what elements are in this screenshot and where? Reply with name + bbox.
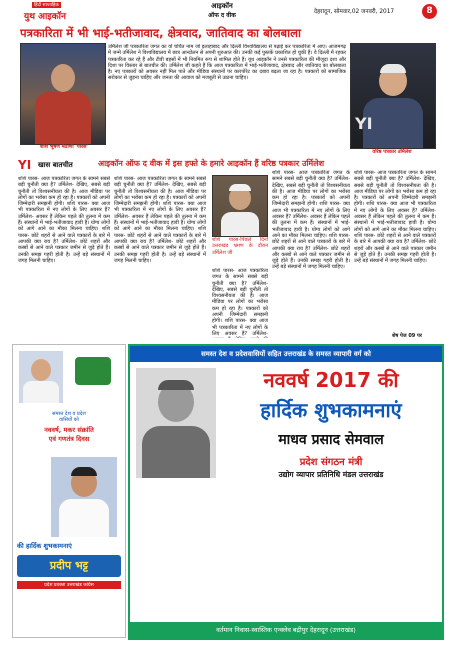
interview-body-col3: शशि पारस- आज पत्रकारिता जगत के सामने सबसे बड़ी चुनौती क्या है? उर्मिलेश- देखिए, सबसे बड़ी चुनौती तो विश्वसनीयता की है। आज मीडिया पर लोगों का भरोसा कम हो रहा है। पत्रकारों को अपनी जिम्मेदारी समझनी होगी। शशि पारस- क्या आज भी पत्रकारिता में नए लोगों के लिए अवसर हैं? उर्मिलेश-	[212, 268, 268, 337]
ad-left-politician-photo	[19, 351, 63, 403]
politician-head	[31, 359, 51, 381]
ad-left-logo	[75, 357, 111, 385]
photo-reporter	[20, 43, 106, 145]
ad-right-designation2: उद्योग व्यापार प्रतिनिधि मंडल उत्तराखंड	[278, 470, 384, 479]
ad-right-title1: नववर्ष 2017 की	[263, 368, 399, 392]
ad-right-designation1: प्रदेश संगठन मंत्री	[299, 457, 363, 468]
photo1-caption: शशि भूषण मैठाणी 'पारस'	[39, 144, 89, 150]
urmilesh-hair	[380, 64, 406, 73]
page-number	[422, 4, 437, 19]
ad-left-greeting1: नववर्ष, मकर संक्रांति	[44, 426, 94, 434]
ad-right	[128, 344, 444, 640]
headline-2: आइकॉन ऑफ द वीक में इस हफ्ते के हमारे आइकॉन हैं वरिष्ठ पत्रकार उर्मिलेश	[98, 159, 325, 168]
ad-left	[12, 344, 126, 638]
left-title: युथ आइकॉन	[24, 12, 66, 22]
masthead	[0, 0, 453, 24]
urmilesh2-hair	[229, 184, 251, 191]
continued-note: शेष पेज 09 पर	[392, 333, 422, 339]
photo-urmilesh	[350, 43, 436, 149]
trader-hair	[158, 380, 194, 390]
ad-left-name-banner	[17, 555, 121, 577]
politician-body	[23, 381, 59, 403]
masthead-left-logo	[24, 2, 72, 22]
ad-left-line1: समस्त देश व प्रदेश	[52, 411, 86, 417]
ad-right-photo	[136, 368, 216, 478]
trader-body	[142, 426, 210, 478]
photo-urmilesh-2	[212, 175, 268, 237]
candidate-hair	[71, 467, 97, 476]
ad-right-title2: हार्दिक शुभकामनाएं	[260, 398, 402, 422]
masthead-center	[182, 2, 262, 19]
reporter-shirt	[35, 92, 91, 144]
photo3-caption: शशि पारस-पिछले दिनों उत्तराखंड भ्रमण के दौरान उर्मिलेश जी	[212, 237, 268, 256]
yi-badge: YI	[18, 158, 32, 172]
interview-body-col1: शशि पारस- आज पत्रकारिता जगत के सामने सबसे बड़ी चुनौती क्या है? उर्मिलेश- देखिए, सबसे बड़ी चुनौती तो विश्वसनीयता की है। आज मीडिया पर लोगों का भरोसा कम हो रहा है। पत्रकारों को अपनी जिम्मेदारी समझनी होगी। शशि पारस- क्या आज भी पत्रकारिता में नए लोगों के लिए अवसर हैं? उर्मिलेश- अवसर हैं लेकिन पहले की तुलना में कम हैं। संस्थानों में भाई-भतीजावाद हावी है। योग्य लोगों को आगे आने का मौका मिलना चाहिए। शशि पारस- छोटे शहरों से आने वाले पत्रकारों के बारे में आपकी क्या राय है? उर्मिलेश- छोटे शहरों और कस्बों से आने वाले पत्रकार जमीन से जुड़े होते हैं। उनकी समझ गहरी होती है। उन्हें बड़े संस्थानों में जगह मिलनी चाहिए।	[18, 176, 110, 264]
article1-body: उर्मिलेश जी पत्रकारिता जगत का वो चर्चित नाम जो इलाहाबाद और दिल्ली विश्वविद्यालय से पढ़ाई कर पत्रकारिता में आए। आजमगढ़ में जन्मे उर्मिलेश ने विश्वविद्यालय में छात्र आन्दोलन से अपनी शुरुआत की। उनकी कई पुस्तकें प्रकाशित हो चुकी हैं। वे दिल्ली में रहकर पत्रकारिता कर रहे हैं और टीवी बहसों में भी नियमित रूप से शामिल होते हैं। यूथ आइकॉन ने उनसे पत्रकारिता की मौजूदा दशा और दिशा पर विस्तार से बातचीत की। उर्मिलेश जी कहते हैं कि आज पत्रकारिता में भाई-भतीजावाद, क्षेत्रवाद और जातिवाद का बोलबाला है। नए पत्रकारों को अवसर नहीं मिल पाते और मीडिया संस्थानों पर कारपोरेट का दबाव बढ़ता जा रहा है। पत्रकारों को सामाजिक सरोकार से जुड़ना चाहिए और जनता की आवाज को मजबूती से उठाना चाहिए।	[108, 44, 346, 82]
ad-left-candidate-photo	[51, 457, 117, 537]
ad-left-greeting2: एवं गणतंत्र दिवस	[48, 435, 90, 443]
masthead-date: देहरादून, सोमवार,02 जनवरी, 2017	[314, 9, 395, 15]
urmilesh2-shirt	[221, 212, 259, 236]
photo2-caption: वरिष्ठ पत्रकार उर्मिलेश	[372, 149, 412, 155]
interview-badge	[18, 158, 110, 172]
headline-1: पत्रकारिता में भी भाई-भतीजावाद, क्षेत्रवाद, जातिवाद का बोलबाला	[20, 26, 302, 40]
ad-left-line2: वासियों को	[59, 417, 79, 423]
ad-left-greeting3: की हार्दिक शुभकामनाएं	[17, 542, 72, 550]
ad-right-banner: समस्त देश व प्रदेशवासियों सहित उत्तराखंड के समस्त व्यापारी वर्ग को	[130, 346, 442, 362]
center-line2: ऑफ द वीक	[208, 12, 236, 19]
ad-left-name: प्रदीप भट्ट	[49, 559, 89, 572]
left-tag: हिंदी साप्ताहिक	[34, 3, 59, 8]
interview-label: खास बातचीत	[38, 161, 73, 169]
interview-body-col5: शशि पारस- आज पत्रकारिता जगत के सामने सबसे बड़ी चुनौती क्या है? उर्मिलेश- देखिए, सबसे बड़ी चुनौती तो विश्वसनीयता की है। आज मीडिया पर लोगों का भरोसा कम हो रहा है। पत्रकारों को अपनी जिम्मेदारी समझनी होगी। शशि पारस- क्या आज भी पत्रकारिता में नए लोगों के लिए अवसर हैं? उर्मिलेश- अवसर हैं लेकिन पहले की तुलना में कम हैं। संस्थानों में भाई-भतीजावाद हावी है। योग्य लोगों को आगे आने का मौका मिलना चाहिए। शशि पारस- छोटे शहरों से आने वाले पत्रकारों के बारे में आपकी क्या राय है? उर्मिलेश- छोटे शहरों और कस्बों से आने वाले पत्रकार जमीन से जुड़े होते हैं। उनकी समझ गहरी होती है। उन्हें बड़े संस्थानों में जगह मिलनी चाहिए।	[354, 170, 436, 265]
ad-left-greet-block	[19, 411, 119, 443]
candidate-shirt	[59, 499, 109, 537]
center-line1: आइकॉन	[211, 2, 233, 10]
interview-body-col4: शशि पारस- आज पत्रकारिता जगत के सामने सबसे बड़ी चुनौती क्या है? उर्मिलेश- देखिए, सबसे बड़ी चुनौती तो विश्वसनीयता की है। आज मीडिया पर लोगों का भरोसा कम हो रहा है। पत्रकारों को अपनी जिम्मेदारी समझनी होगी। शशि पारस- क्या आज भी पत्रकारिता में नए लोगों के लिए अवसर हैं? उर्मिलेश- अवसर हैं लेकिन पहले की तुलना में कम हैं। संस्थानों में भाई-भतीजावाद हावी है। योग्य लोगों को आगे आने का मौका मिलना चाहिए। शशि पारस- छोटे शहरों से आने वाले पत्रकारों के बारे में आपकी क्या राय है? उर्मिलेश- छोटे शहरों और कस्बों से आने वाले पत्रकार जमीन से जुड़े होते हैं। उनकी समझ गहरी होती है। उन्हें बड़े संस्थानों में जगह मिलनी चाहिए।	[272, 170, 350, 271]
ad-left-designation: प्रदेश प्रवक्ता उत्तराखंड कांग्रेस	[17, 581, 121, 589]
yi-logo-watermark: YI	[355, 114, 373, 133]
interview-body-col2: शशि पारस- आज पत्रकारिता जगत के सामने सबसे बड़ी चुनौती क्या है? उर्मिलेश- देखिए, सबसे बड़ी चुनौती तो विश्वसनीयता की है। आज मीडिया पर लोगों का भरोसा कम हो रहा है। पत्रकारों को अपनी जिम्मेदारी समझनी होगी। शशि पारस- क्या आज भी पत्रकारिता में नए लोगों के लिए अवसर हैं? उर्मिलेश- अवसर हैं लेकिन पहले की तुलना में कम हैं। संस्थानों में भाई-भतीजावाद हावी है। योग्य लोगों को आगे आने का मौका मिलना चाहिए। शशि पारस- छोटे शहरों से आने वाले पत्रकारों के बारे में आपकी क्या राय है? उर्मिलेश- छोटे शहरों और कस्बों से आने वाले पत्रकार जमीन से जुड़े होते हैं। उनकी समझ गहरी होती है। उन्हें बड़े संस्थानों में जगह मिलनी चाहिए।	[114, 176, 206, 264]
reporter-head	[51, 64, 75, 92]
ad-right-address: वर्तमान निवास-स्वास्तिक एन्क्लेव बद्रीपुर देहरादून (उत्तराखंड)	[130, 622, 442, 638]
page-number-text: 8	[426, 6, 433, 16]
ad-right-name: माधव प्रसाद सेमवाल	[278, 432, 384, 448]
